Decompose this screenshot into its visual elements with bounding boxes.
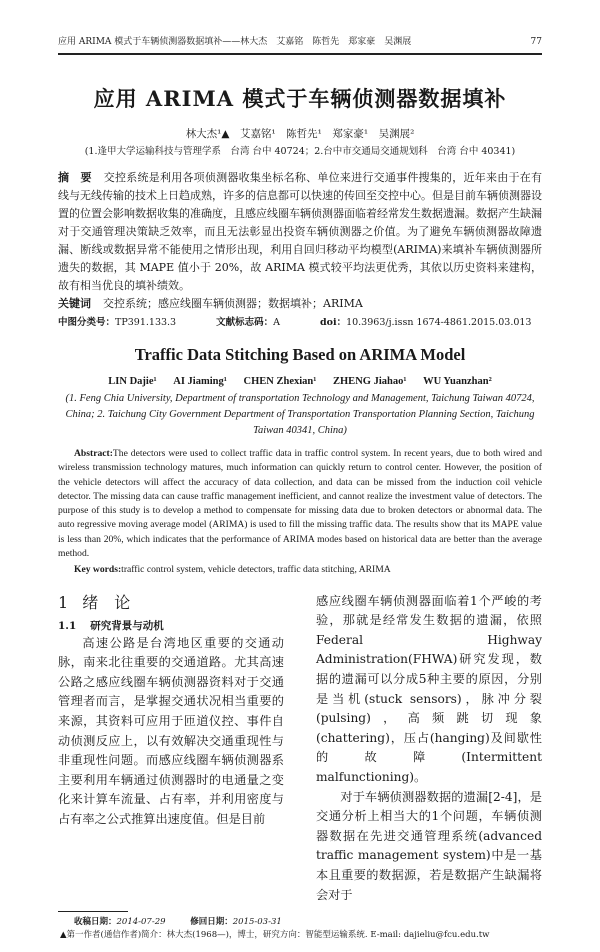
body-paragraph: 对于车辆侦测器数据的遗漏[2-4]，是交通分析上相当大的1个问题，车辆侦测器数据在先进交通管理系统(advanced traffic management system)中是一基本且重要的数据源，若是数据产生缺漏将会对于 <box>316 789 542 902</box>
running-header <box>58 36 542 53</box>
abstract-cn-label: 摘 要 <box>58 171 92 184</box>
footnote-author: ▲第一作者(通信作者)简介：林大杰(1968—)，博士，研究方向：智能型运输系统. E-mail: dajieliu@fcu.edu.tw <box>60 930 490 941</box>
abstract-cn <box>58 169 542 313</box>
body-paragraph: 高速公路是台湾地区重要的交通动脉，南来北往重要的交通道路。尤其高速公路之感应线圈车辆侦测器资料对于交通管理者而言，是掌握交通状况相当重要的来源，其资料可应用于匝道仪控、事件自动侦测反应上，以有效解决交通重现性与非重现性问题。而感应线圈车辆侦测器系主要利用车辆通过侦测器时的电通量之变化来计算车流量、占有率，并利用密度与占有率之公式推算出速度值。但是目前 <box>58 635 284 827</box>
author-en: LIN Dajie¹ <box>108 376 157 387</box>
author-en: AI Jiaming¹ <box>173 376 227 387</box>
keywords-en <box>58 563 542 577</box>
keywords-en-text: traffic control system, vehicle detectors, traffic data stitching, ARIMA <box>121 564 391 576</box>
classification-row <box>58 315 542 330</box>
abstract-en <box>58 447 542 561</box>
body-columns <box>58 592 542 906</box>
classification: 中图分类号：TP391.133.3 <box>58 317 177 328</box>
abstract-en-label: Abstract: <box>74 448 113 459</box>
footnote-dates: 收稿日期：2014-07-29 修回日期：2015-03-31 <box>74 917 282 928</box>
authors-en <box>58 374 542 389</box>
author-en: WU Yuanzhan² <box>423 376 492 387</box>
section-heading: 1 绪 论 <box>58 592 131 612</box>
author-en: ZHENG Jiahao¹ <box>333 376 407 387</box>
body-right-column <box>316 592 542 906</box>
keywords-cn-label: 关键词 <box>58 297 91 310</box>
authors-cn: 林大杰¹▲ 艾嘉铭¹ 陈哲先¹ 郑家豪¹ 吴渊展² <box>185 128 415 140</box>
affiliation-en: (1. Feng Chia University, Department of transportation Technology and Management, Taichung Taiwan 40724, China; 2. Taichung City Government Department of Transportation Transportation Planning Section, Taichung Taiwan 40341, China) <box>65 393 535 436</box>
abstract-en-text: The detectors were used to collect traffic data in traffic control system. In recent years, due to both wired and wireless transmission technology matures, much information can quickly return to control center. However, the position of the vehicle detectors will affect the accuracy of data collection, and data can be missed from the induction coil vehicle detector. The missing data can cause traffic management inefficient, and cannot realize the investment value of detectors. The purpose of this study is to develop a method to compensate for missing data due to broken detectors or abnormal data. The auto regressive moving average model (ARIMA) is used to fill the missing traffic data. The results show that its MAPE value is less than 20%, which indicates that the performance of ARIMA modes based on historical data are better than the average method. <box>58 448 542 560</box>
affiliation-cn: (1.逢甲大学运输科技与管理学系 台湾 台中 40724；2.台中市交通局交通规划科 台湾 台中 40341) <box>84 146 516 157</box>
doi: doi：10.3963/j.issn 1674-4861.2015.03.013 <box>319 317 532 328</box>
keywords-cn-text: 交控系统；感应线圈车辆侦测器；数据填补；ARIMA <box>103 297 363 310</box>
footnote-rule <box>58 911 128 912</box>
running-header-text: 应用 ARIMA 模式于车辆侦测器数据填补——林大杰 艾嘉铭 陈哲先 郑家豪 吴渊展 <box>58 37 412 47</box>
title-cn: 应用 ARIMA 模式于车辆侦测器数据填补 <box>93 86 507 111</box>
title-en: Traffic Data Stitching Based on ARIMA Model <box>134 345 466 364</box>
abstract-cn-text: 交控系统是利用各项侦测器收集坐标名称、单位来进行交通事件搜集的，近年来由于在有线与无线传输的技术上日趋成熟，许多的信息都可以快速的传回至交控中心。但是目前车辆侦测器设置的位置会影响数据收集的准确度，且感应线圈车辆侦测器面临着经常发生数据遗漏。数据产生缺漏对于交通管理决策缺乏效率，而且无法彰显出投资车辆侦测器之价值。为了避免车辆侦测器故障遗漏、断线或数据异常不能使用之情形出现，利用自回归移动平均模型(ARIMA)来填补车辆侦测器所遗失的数据，其 MAPE 值小于 20%，故 ARIMA 模式较平均法更优秀，其依以历史资料来建构，故有相当优良的填补绩效。 <box>58 171 542 292</box>
body-left-column <box>58 592 284 830</box>
keywords-en-label: Key words: <box>74 564 122 576</box>
doc-code: 文献标志码：A <box>216 317 280 328</box>
page-number: 77 <box>530 37 542 47</box>
subsection-heading: 1.1 研究背景与动机 <box>58 619 164 632</box>
header-rule <box>58 53 542 55</box>
author-en: CHEN Zhexian¹ <box>243 376 317 387</box>
body-paragraph: 感应线圈车辆侦测器面临着1个严峻的考验，那就是经常发生数据的遗漏，依照 Federal Highway Administration(FHWA)研究发现，数据的遗漏可以分成5种主要的原因，分别是当机(stuck sensors)，脉冲分裂(pulsing)，高频跳切现象(chattering)，压占(hanging)及间歇性的故障(Intermittent malfunctioning)。 <box>316 593 542 785</box>
